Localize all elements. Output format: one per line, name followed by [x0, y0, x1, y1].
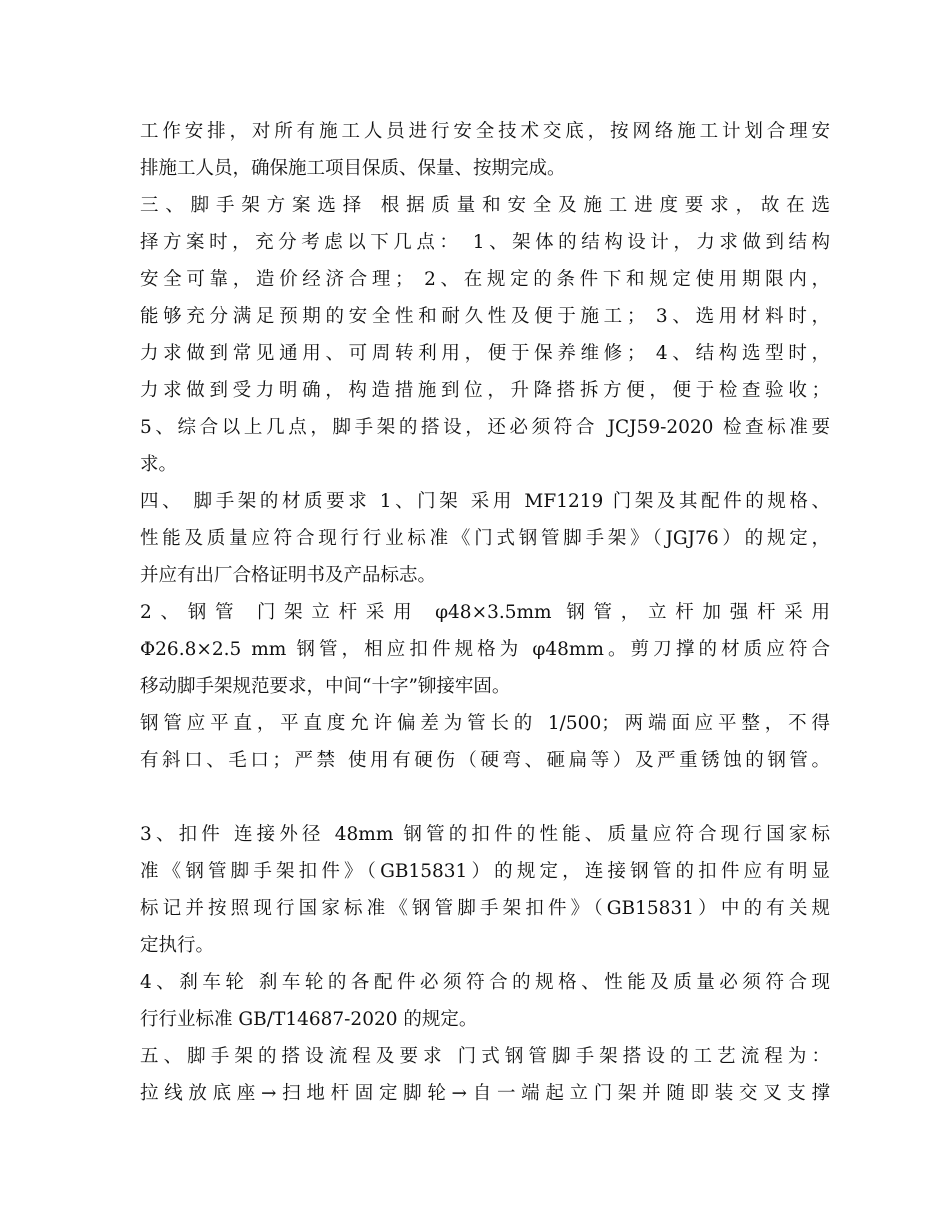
text-line: 并应有出厂合格证明书及产品标志。	[140, 565, 437, 586]
text-line: 行行业标准 GB/T14687-2020 的规定。	[140, 1009, 478, 1030]
text-line: Φ26.8×2.5 mm 钢管，相应扣件规格为 φ48mm。剪刀撑的材质应符合	[140, 639, 830, 660]
text-line: 求。	[140, 454, 178, 475]
text-line: 力求做到受力明确，构造措施到位，升降搭拆方便，便于检查验收；	[140, 380, 830, 401]
text-line: 定执行。	[140, 935, 215, 956]
text-line: 力求做到常见通用、可周转利用，便于保养维修； 4、结构选型时，	[140, 343, 830, 364]
text-line: 拉线放底座→扫地杆固定脚轮→自一端起立门架并随即装交叉支撑	[140, 1083, 830, 1104]
text-line: 2、钢管 门架立杆采用 φ48×3.5mm 钢管，立杆加强杆采用	[140, 602, 830, 623]
text-line: 择方案时，充分考虑以下几点： 1、架体的结构设计，力求做到结构	[140, 232, 830, 253]
text-line: 钢管应平直，平直度允许偏差为管长的 1/500；两端面应平整，不得	[140, 713, 830, 734]
text-line: 3、扣件 连接外径 48mm 钢管的扣件的性能、质量应符合现行国家标	[140, 824, 830, 845]
text-line: 能够充分满足预期的安全性和耐久性及便于施工； 3、选用材料时，	[140, 306, 830, 327]
text-line: 三、脚手架方案选择 根据质量和安全及施工进度要求，故在选	[140, 195, 830, 216]
text-line: 排施工人员，确保施工项目保质、保量、按期完成。	[140, 158, 566, 179]
text-line: 4、刹车轮 刹车轮的各配件必须符合的规格、性能及质量必须符合现	[140, 972, 830, 993]
text-line: 四、 脚手架的材质要求 1、门架 采用 MF1219 门架及其配件的规格、	[140, 491, 830, 512]
text-line: 性能及质量应符合现行行业标准《门式钢管脚手架》（JGJ76）的规定，	[140, 528, 830, 549]
text-line: 有斜口、毛口；严禁 使用有硬伤（硬弯、砸扁等）及严重锈蚀的钢管。	[140, 750, 830, 771]
text-line: 准《钢管脚手架扣件》（GB15831）的规定，连接钢管的扣件应有明显	[140, 861, 830, 882]
text-line: 移动脚手架规范要求，中间“十字”铆接牢固。	[140, 676, 511, 697]
text-line: 安全可靠，造价经济合理； 2、在规定的条件下和规定使用期限内，	[140, 269, 830, 290]
blank-line	[140, 779, 830, 816]
text-line: 标记并按照现行国家标准《钢管脚手架扣件》（GB15831）中的有关规	[140, 898, 830, 919]
text-line: 工作安排，对所有施工人员进行安全技术交底，按网络施工计划合理安	[140, 121, 830, 142]
text-line: 五、脚手架的搭设流程及要求 门式钢管脚手架搭设的工艺流程为：	[140, 1046, 830, 1067]
text-line: 5、综合以上几点，脚手架的搭设，还必须符合 JCJ59-2020 检查标准要	[140, 417, 830, 438]
document-body	[140, 113, 830, 1112]
